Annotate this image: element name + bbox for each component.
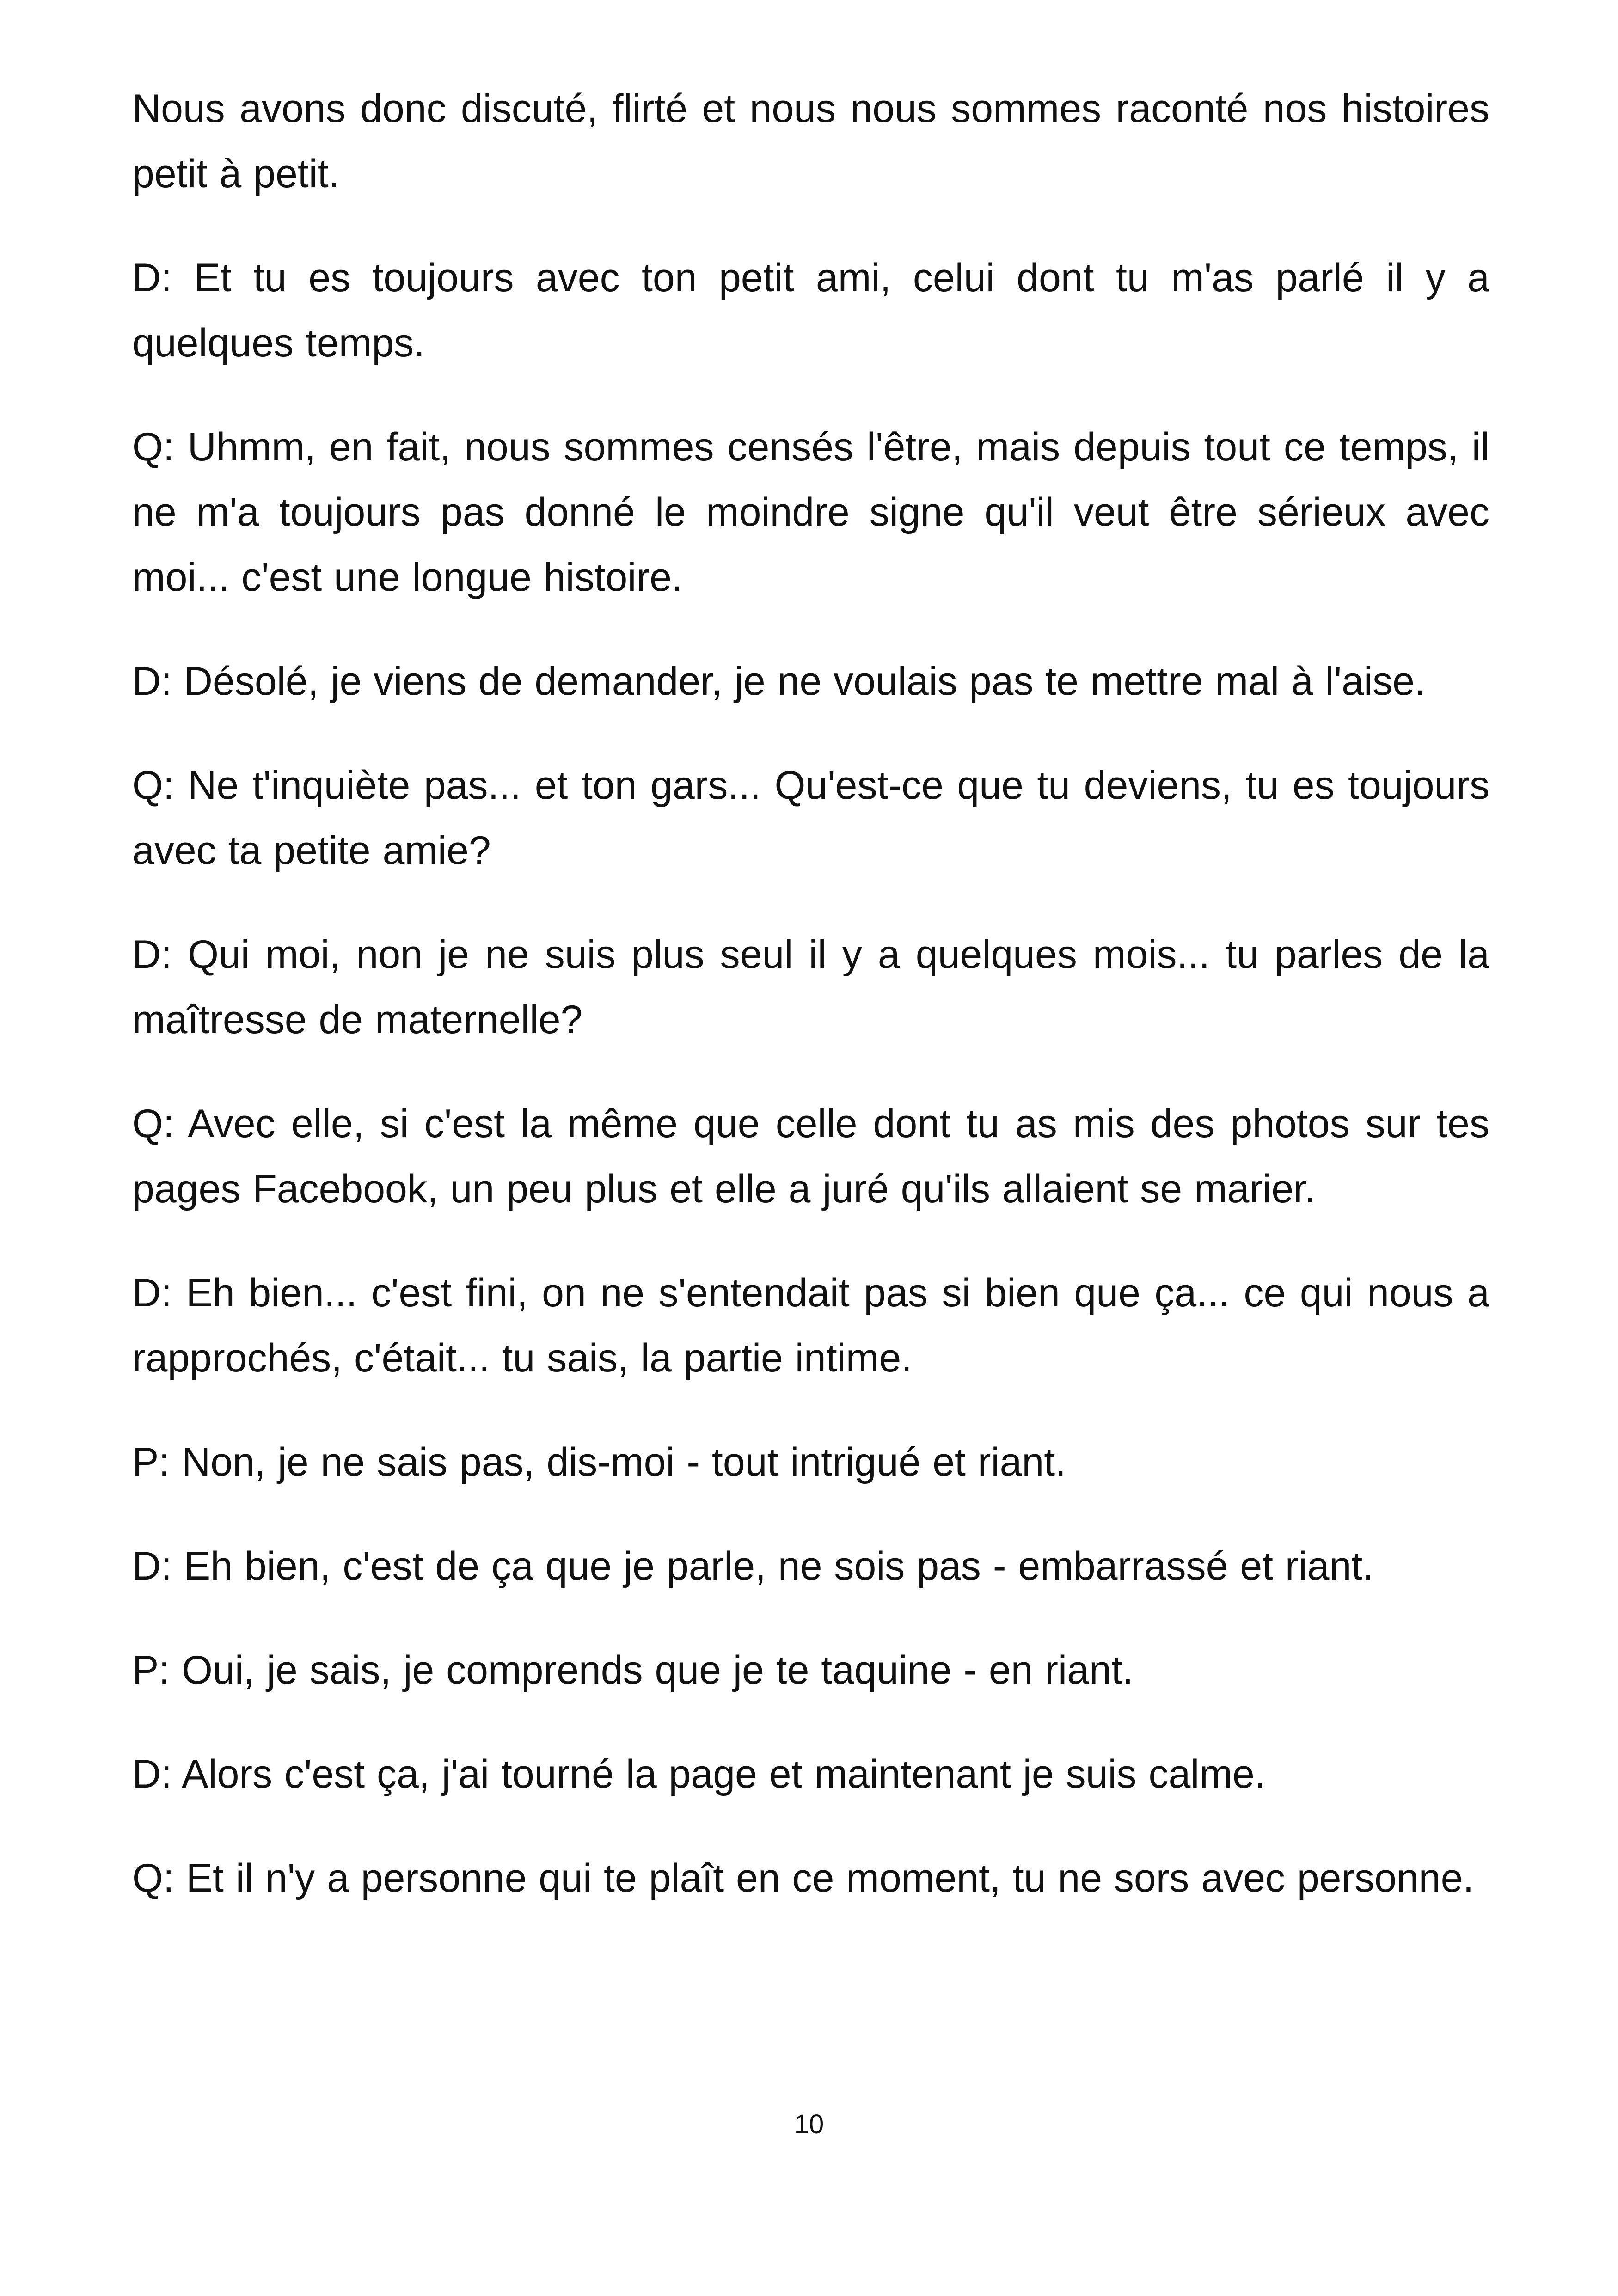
paragraph: Q: Ne t'inquiète pas... et ton gars... Qu'est-ce que tu deviens, tu es toujours avec ta petite amie? [132,763,1489,873]
paragraph: D: Eh bien... c'est fini, on ne s'entendait pas si bien que ça... ce qui nous a rapprochés, c'était... tu sais, la partie intime. [132,1271,1489,1380]
text-body [132,76,1489,1950]
paragraph: Nous avons donc discuté, flirté et nous nous sommes raconté nos histoires petit à petit. [132,86,1489,196]
paragraph: D: Qui moi, non je ne suis plus seul il y a quelques mois... tu parles de la maîtresse de maternelle? [132,932,1489,1042]
paragraph: Q: Uhmm, en fait, nous sommes censés l'être, mais depuis tout ce temps, il ne m'a toujours pas donné le moindre signe qu'il veut être sérieux avec moi... c'est une longue histoire. [132,425,1489,600]
paragraph: D: Alors c'est ça, j'ai tourné la page et maintenant je suis calme. [132,1752,1266,1796]
paragraph: P: Non, je ne sais pas, dis-moi - tout intrigué et riant. [132,1440,1066,1484]
paragraph: D: Et tu es toujours avec ton petit ami, celui dont tu m'as parlé il y a quelques temps. [132,256,1489,365]
paragraph: Q: Avec elle, si c'est la même que celle dont tu as mis des photos sur tes pages Facebook, un peu plus et elle a juré qu'ils allaient se marier. [132,1102,1489,1211]
paragraph: D: Eh bien, c'est de ça que je parle, ne sois pas - embarrassé et riant. [132,1544,1374,1588]
paragraph: D: Désolé, je viens de demander, je ne voulais pas te mettre mal à l'aise. [132,659,1426,704]
paragraph: Q: Et il n'y a personne qui te plaît en ce moment, tu ne sors avec personne. [132,1856,1474,1900]
page-number: 10 [794,2109,824,2139]
paragraph: P: Oui, je sais, je comprends que je te taquine - en riant. [132,1648,1134,1692]
